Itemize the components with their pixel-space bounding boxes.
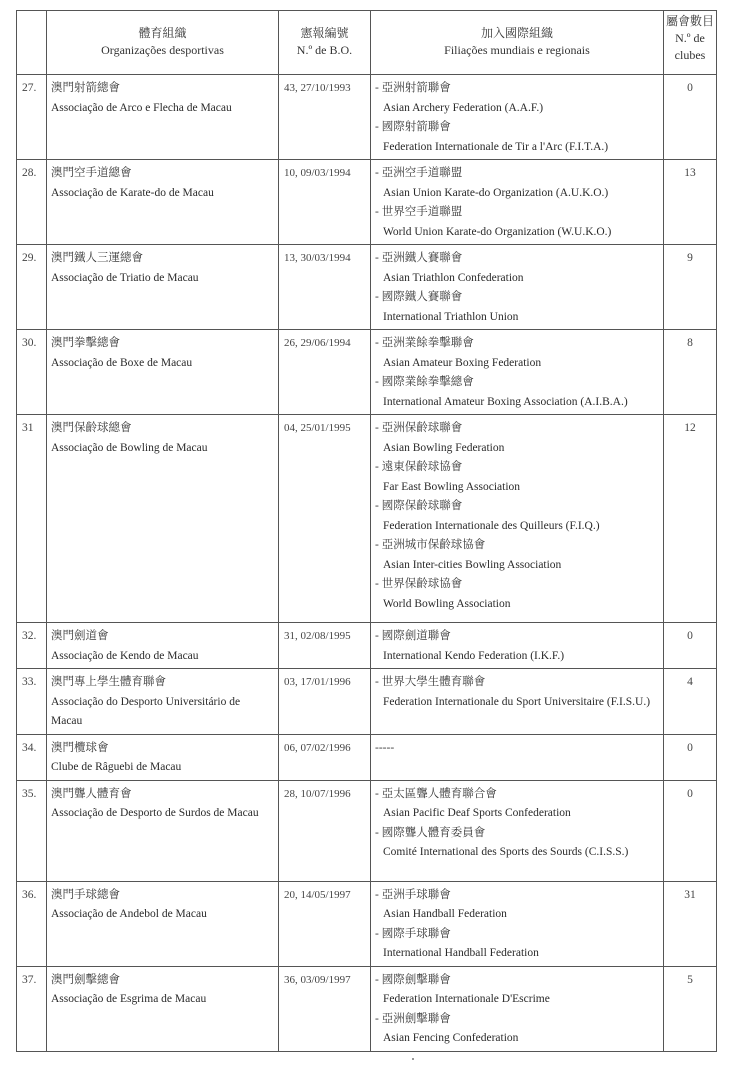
organization-name-cn: 澳門欖球會 <box>51 741 109 754</box>
organization-name-pt: Associação de Boxe de Macau <box>51 356 193 369</box>
organization-name-pt: Clube de Râguebi de Macau <box>51 761 182 773</box>
bo-number-cell <box>279 734 371 780</box>
header-org-pt: Organizações desportivas <box>101 43 224 57</box>
affiliation-name-en: World Bowling Association <box>383 597 511 610</box>
affiliations-cell <box>371 734 664 780</box>
organization-name-cn: 澳門空手道總會 <box>51 167 132 179</box>
affiliation-name-en: International Handball Federation <box>383 947 539 959</box>
affiliations-cell <box>371 245 664 330</box>
organization-cell <box>47 160 279 245</box>
affiliation-name-cn: - 亞洲空手道聯盟 <box>375 167 463 179</box>
affiliation-name-cn: - 亞洲保齡球聯會 <box>375 422 463 434</box>
bo-number: 03, 17/01/1996 <box>284 676 351 688</box>
affiliation-name-cn: - 亞洲手球聯會 <box>375 888 451 901</box>
header-bo-cn: 憲報編號 <box>300 26 349 40</box>
club-count-cell <box>664 780 717 881</box>
organization-cell <box>47 734 279 780</box>
row-number-cell <box>17 75 47 160</box>
bo-number-cell <box>279 669 371 735</box>
header-organization <box>47 11 279 75</box>
organization-cell <box>47 75 279 160</box>
affiliation-name-en: Asian Inter-cities Bowling Association <box>383 558 562 571</box>
row-number-cell <box>17 160 47 245</box>
organization-name-cn: 澳門鐵人三運總會 <box>51 252 143 264</box>
organization-name-cn: 澳門保齡球總會 <box>51 422 132 434</box>
organization-cell <box>47 966 279 1051</box>
bo-number: 06, 07/02/1996 <box>284 741 351 754</box>
affiliation-name-cn: - 國際保齡球聯會 <box>375 500 463 512</box>
header-clubs <box>664 11 717 75</box>
affiliation-name-cn: - 遠東保齡球協會 <box>375 461 463 473</box>
organization-cell <box>47 623 279 669</box>
club-count-cell <box>664 623 717 669</box>
affiliation-name-cn: - 國際手球聯會 <box>375 927 451 940</box>
organization-cell <box>47 881 279 966</box>
table-row <box>17 75 717 160</box>
table-row <box>17 623 717 669</box>
row-number: 34. <box>22 741 37 754</box>
organization-name-cn: 澳門拳擊總會 <box>51 337 120 349</box>
header-number <box>17 11 47 75</box>
affiliation-name-en: International Amateur Boxing Association (A.I.B.A.) <box>383 395 628 408</box>
affiliation-name-en: World Union Karate-do Organization (W.U.K.O.) <box>383 225 612 238</box>
table-row <box>17 330 717 415</box>
affiliations-cell <box>371 669 664 735</box>
header-bo-pt: N.º de B.O. <box>296 43 353 57</box>
organization-name-pt: Associação de Triatio de Macau <box>51 271 199 284</box>
bo-number-cell <box>279 881 371 966</box>
organization-name-pt: Associação do Desporto Universitário de Macau <box>51 695 241 727</box>
affiliation-name-cn: - 亞洲城市保齡球協會 <box>375 539 486 551</box>
affiliations-cell <box>371 623 664 669</box>
affiliations-cell <box>371 415 664 623</box>
row-number-cell <box>17 415 47 623</box>
organization-cell <box>47 780 279 881</box>
scan-speck <box>412 1058 414 1060</box>
club-count-cell <box>664 669 717 735</box>
table-row <box>17 881 717 966</box>
table-body <box>17 75 717 1052</box>
header-clubs-cn: 屬會數目 <box>666 14 715 28</box>
bo-number-cell <box>279 623 371 669</box>
organization-name-pt: Associação de Bowling de Macau <box>51 441 208 454</box>
affiliation-name-cn: - 亞太區聾人體育聯合會 <box>375 787 497 800</box>
club-count-cell <box>664 75 717 160</box>
club-count: 8 <box>687 337 693 349</box>
organization-name-cn: 澳門射箭總會 <box>51 82 120 94</box>
row-number-cell <box>17 780 47 881</box>
bo-number-cell <box>279 160 371 245</box>
affiliation-name-cn: - 國際劍擊聯會 <box>375 973 451 986</box>
affiliation-name-en: Asian Pacific Deaf Sports Confederation <box>383 807 571 819</box>
affiliation-name-cn: - 國際射箭聯會 <box>375 121 451 133</box>
row-number: 29. <box>22 252 37 264</box>
affiliation-name-en: Asian Archery Federation (A.A.F.) <box>383 101 544 114</box>
row-number: 33. <box>22 676 37 688</box>
organization-name-cn: 澳門劍擊總會 <box>51 973 120 986</box>
organization-name-cn: 澳門手球總會 <box>51 888 120 901</box>
bo-number: 04, 25/01/1995 <box>284 422 351 434</box>
table-row <box>17 669 717 735</box>
affiliation-name-en: Far East Bowling Association <box>383 480 521 493</box>
affiliation-name-en: Federation Internationale de Tir a l'Arc (F.I.T.A.) <box>383 140 609 153</box>
row-number-cell <box>17 245 47 330</box>
bo-number: 13, 30/03/1994 <box>284 252 351 264</box>
header-clubs-pt: N.º de clubes <box>674 31 706 62</box>
affiliation-name-cn: - 亞洲業餘拳擊聯會 <box>375 337 474 349</box>
bo-number: 26, 29/06/1994 <box>284 337 351 349</box>
club-count-cell <box>664 415 717 623</box>
organization-name-cn: 澳門專上學生體育聯會 <box>51 676 166 688</box>
affiliation-name-cn: - 亞洲鐵人賽聯會 <box>375 252 463 264</box>
affiliation-name-en: Comité International des Sports des Sourds (C.I.S.S.) <box>383 846 629 858</box>
bo-number: 20, 14/05/1997 <box>284 888 351 901</box>
affiliation-name-en: International Triathlon Union <box>383 310 519 323</box>
row-number-cell <box>17 734 47 780</box>
club-count: 4 <box>687 676 693 688</box>
organization-cell <box>47 245 279 330</box>
affiliations-cell <box>371 160 664 245</box>
table-row <box>17 415 717 623</box>
organization-cell <box>47 330 279 415</box>
affiliation-name-cn: - 國際鐵人賽聯會 <box>375 291 463 303</box>
bo-number: 43, 27/10/1993 <box>284 82 351 94</box>
organization-name-cn: 澳門聾人體育會 <box>51 787 132 800</box>
club-count: 13 <box>684 167 696 179</box>
header-bo <box>279 11 371 75</box>
row-number-cell <box>17 669 47 735</box>
affiliation-name-cn: - 世界保齡球協會 <box>375 578 463 590</box>
organization-name-pt: Associação de Karate-do de Macau <box>51 186 214 199</box>
row-number: 30. <box>22 337 37 349</box>
bo-number-cell <box>279 780 371 881</box>
organization-name-pt: Associação de Arco e Flecha de Macau <box>51 101 232 114</box>
row-number-cell <box>17 330 47 415</box>
organization-name-pt: Associação de Esgrima de Macau <box>51 993 207 1005</box>
table-row <box>17 160 717 245</box>
club-count-cell <box>664 330 717 415</box>
affiliations-cell <box>371 966 664 1051</box>
row-number: 28. <box>22 167 37 179</box>
bo-number: 31, 02/08/1995 <box>284 630 351 642</box>
organization-name-pt: Associação de Desporto de Surdos de Macau <box>51 807 259 819</box>
table-row <box>17 245 717 330</box>
affiliation-name-en: Asian Union Karate-do Organization (A.U.K.O.) <box>383 186 609 199</box>
bo-number-cell <box>279 415 371 623</box>
table-row <box>17 966 717 1051</box>
organization-name-pt: Associação de Kendo de Macau <box>51 649 199 662</box>
club-count-cell <box>664 881 717 966</box>
affiliation-name-cn: - 亞洲劍擊聯會 <box>375 1012 451 1025</box>
affiliation-name-cn: ----- <box>375 741 395 754</box>
row-number: 32. <box>22 630 37 642</box>
organization-cell <box>47 415 279 623</box>
bo-number-cell <box>279 330 371 415</box>
affiliation-name-cn: - 亞洲射箭聯會 <box>375 82 451 94</box>
affiliation-name-en: Federation Internationale D'Escrime <box>383 993 550 1005</box>
organization-cell <box>47 669 279 735</box>
table-row <box>17 780 717 881</box>
club-count-cell <box>664 245 717 330</box>
affiliation-name-en: International Kendo Federation (I.K.F.) <box>383 649 565 662</box>
affiliation-name-en: Asian Handball Federation <box>383 908 507 920</box>
row-number: 35. <box>22 787 37 800</box>
club-count: 12 <box>684 422 696 434</box>
header-aff-pt: Filiações mundiais e regionais <box>444 43 590 57</box>
club-count: 5 <box>687 973 693 986</box>
header-org-cn: 體育組織 <box>138 26 187 40</box>
club-count-cell <box>664 734 717 780</box>
sports-organizations-table <box>16 10 717 1052</box>
affiliation-name-cn: - 世界大學生體育聯會 <box>375 676 486 688</box>
club-count: 0 <box>687 82 693 94</box>
affiliation-name-cn: - 國際聾人體育委員會 <box>375 826 486 839</box>
row-number-cell <box>17 623 47 669</box>
affiliation-name-en: Asian Triathlon Confederation <box>383 271 524 284</box>
affiliation-name-cn: - 國際劍道聯會 <box>375 630 451 642</box>
affiliations-cell <box>371 780 664 881</box>
club-count: 0 <box>687 630 693 642</box>
affiliations-cell <box>371 330 664 415</box>
club-count: 0 <box>687 741 693 754</box>
club-count-cell <box>664 966 717 1051</box>
affiliation-name-en: Asian Fencing Confederation <box>383 1032 519 1044</box>
table-row <box>17 734 717 780</box>
club-count-cell <box>664 160 717 245</box>
row-number: 37. <box>22 973 37 986</box>
row-number-cell <box>17 881 47 966</box>
affiliation-name-en: Asian Bowling Federation <box>383 441 505 454</box>
affiliation-name-en: Federation Internationale des Quilleurs (F.I.Q.) <box>383 519 600 532</box>
bo-number-cell <box>279 75 371 160</box>
bo-number-cell <box>279 966 371 1051</box>
header-aff-cn: 加入國際組織 <box>480 26 553 40</box>
organization-name-cn: 澳門劍道會 <box>51 630 109 642</box>
club-count: 9 <box>687 252 693 264</box>
row-number: 31 <box>22 422 34 434</box>
affiliations-cell <box>371 75 664 160</box>
affiliation-name-cn: - 世界空手道聯盟 <box>375 206 463 218</box>
table-header-row <box>17 11 717 75</box>
bo-number: 36, 03/09/1997 <box>284 973 351 986</box>
header-affiliations <box>371 11 664 75</box>
affiliations-cell <box>371 881 664 966</box>
organization-name-pt: Associação de Andebol de Macau <box>51 908 207 920</box>
affiliation-name-en: Federation Internationale du Sport Universitaire (F.I.S.U.) <box>383 695 651 708</box>
club-count: 0 <box>687 787 693 800</box>
bo-number: 28, 10/07/1996 <box>284 787 351 800</box>
row-number: 27. <box>22 82 37 94</box>
bo-number: 10, 09/03/1994 <box>284 167 351 179</box>
row-number-cell <box>17 966 47 1051</box>
affiliation-name-cn: - 國際業餘拳擊總會 <box>375 376 474 388</box>
row-number: 36. <box>22 888 37 901</box>
bo-number-cell <box>279 245 371 330</box>
club-count: 31 <box>684 888 696 901</box>
affiliation-name-en: Asian Amateur Boxing Federation <box>383 356 542 369</box>
